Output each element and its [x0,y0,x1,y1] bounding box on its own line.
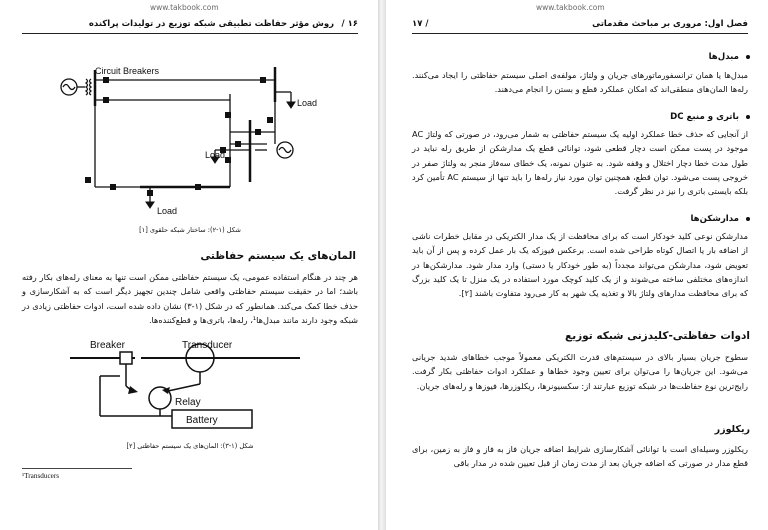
section-title: المان‌های یک سیستم حفاظتی [200,250,356,262]
bullet-transducers: مبدل‌ها [709,52,750,62]
protection-elements-figure [60,336,310,436]
transducer-label: Transducer [182,340,233,351]
recloser-text: ریکلوزر وسیله‌ای است با توانائی آشکارسازی شرایط اضافه جریان فاز به فاز و فاز به زمین، برای قطع مدار در صورتی که اضافه جریان بعد از مدت زمان از قبل تعیین شده در مدار باقی [412,444,748,469]
left-page [0,0,378,530]
footnote-rule [22,468,132,469]
recloser-title: ریکلوزر [714,424,750,435]
section-paragraph: هر چند در هنگام استفاده عمومی، یک سیستم حفاظتی ممکن است تنها به معنای رله‌های بکار رفته باشد؛ اما در حقیقت سیستم حفاظتی واقعی شامل چندین تجهیز دیگر است که به آشکارسازی و حذف خطا کمک می‌کند. همانطور که در شکل (۱-۳) نشان داده شده است، ادوات حفاظتی زیادی در شبکه وجود دارند مانند مبدل‌ها¹، رله‌ها، باتری‌ها و قطع‌کننده‌ها. [22,272,358,325]
watermark-right: www.takbook.com [536,3,605,12]
right-page [386,0,768,530]
page-header [22,19,358,34]
distribution-section-text: سطوح جریان بسیار بالای در سیستم‌های قدرت الکتریکی معمولاً موجب خطاهای شدید جریانی می‌شود. این جریان‌ها را می‌توان برای تعیین وجود خطاها و عملکرد ادوات حفاظتی بکار گرفت. رایج‌ترین نوع حفاظت‌ها در شبکه توزیع عبارتند از: سکسیونرها، ریکلوزرها، فیوزها و رله‌های جریان. [412,352,748,391]
bullet-dot-icon [746,217,750,221]
book-gutter [378,0,386,530]
circuit-breakers-label: Circuit Breakers [95,66,160,76]
ring-network-figure [55,62,318,222]
transducers-text: مبدل‌ها یا همان ترانسفورماتورهای جریان و ولتاژ، مولفه‌ی اصلی سیستم حفاظتی را ایجاد می‌کنند. رله‌ها المان‌های منطقی‌اند که امکان عملکرد قطع و بستن را انجام می‌دهند. [412,70,748,95]
footnote: ¹Transducers [22,472,60,480]
distribution-section-title: ادوات حفاظتی-کلیدزنی شبکه توزیع [565,330,750,342]
breakers-text: مدارشکن نوعی کلید خودکار است که برای محافظت از یک مدار الکتریکی در مقابل خطرات ناشی از اضافه بار یا اتصال کوتاه طراحی شده است. برعکس فیوزکه یک بار عمل کرده و پس از آن باید تعویض شود، مدارشکن می‌تواند مجدداً (به طور خودکار یا دستی) وارد مدار شود. مدارشکن‌ها در اندازه‌های مختلفی ساخته می‌شوند و از یک کلید کوچک مورد استفاده در یک منزل تا یک کلید بزرگ که برای محافظت مدارهای ولتاژ بالا و تغذیه یک شهر به کار می‌رود متفاوت باشند [۲]. [412,231,748,299]
load-label-2: Load [205,150,226,160]
bullet-dot-icon [746,55,750,59]
header-title: روش مؤثر حفاظت تطبیقی شبکه توزیع در تولیدات پراکنده [88,19,334,29]
relay-label: Relay [175,397,201,408]
battery-text: از آنجایی که حذف خطا عملکرد اولیه یک سیستم حفاظتی به شمار می‌رود، در صورتی که ولتاژ AC موجود در پست ممکن است دچار قطعی شود، توانائی قطع یک مدارشکن از طریق رله نباید در طول مدت خطا دچار اختلال و وقفه شود. به عنوان نمونه، یک خطای سه‌فاز منجر به ولتاژ صفر در خروجی پست می‌شود. توان قطع، همچنین توان مورد نیاز رله‌ها را باید تنها از سیستم AC تأمین کرد بلکه بایستی باتری را نیز در نظر گرفت. [412,129,748,197]
page-number-right: / ۱۷ [412,19,429,29]
bullet-battery: باتری و منبع DC [670,112,750,122]
load-label-1: Load [297,98,318,108]
page-number: ۱۶ / [341,19,358,29]
breaker-label: Breaker [90,340,126,351]
page-header-right [412,19,748,34]
bullet-dot-icon [746,115,750,119]
bullet-breakers: مدارشکن‌ها [690,214,750,224]
battery-label: Battery [186,415,218,426]
load-label-3: Load [157,206,178,216]
figure2-caption: شکل (۱-۳): المان‌های یک سیستم حفاظتی [۲] [126,442,254,450]
watermark: www.takbook.com [150,3,219,12]
header-title-right: فصل اول: مروری بر مباحث مقدماتی [592,19,748,29]
figure1-caption: شکل (۱-۲): ساختار شبکه حلقوی [۱] [139,226,241,234]
